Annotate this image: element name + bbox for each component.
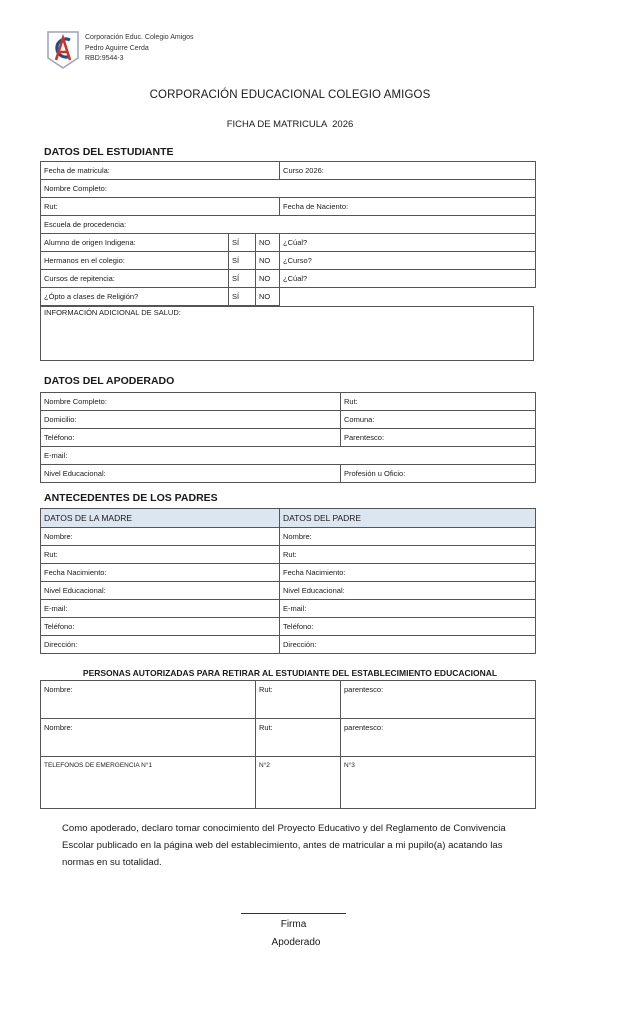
- signature-role: Apoderado: [271, 937, 321, 948]
- field-hermanos-label: Hermanos en el colegio:: [41, 252, 229, 270]
- field-curso[interactable]: Curso 2026:: [280, 162, 536, 180]
- option-no[interactable]: NO: [256, 252, 280, 270]
- field-auth1-nombre[interactable]: Nombre:: [41, 681, 256, 719]
- field-auth2-rut[interactable]: Rut:: [256, 719, 341, 757]
- field-auth2-nombre[interactable]: Nombre:: [41, 719, 256, 757]
- institution-name: Corporación Educ. Colegio Amigos: [85, 34, 194, 41]
- field-father-nivel[interactable]: Nivel Educacional:: [280, 582, 536, 600]
- field-repitencia-label: Cursos de repitencia:: [41, 270, 229, 288]
- table-row: [41, 252, 536, 270]
- table-row: [41, 582, 536, 600]
- option-no[interactable]: NO: [256, 288, 280, 306]
- document-title: CORPORACIÓN EDUCACIONAL COLEGIO AMIGOS: [149, 89, 431, 101]
- field-rut[interactable]: Rut:: [41, 198, 280, 216]
- field-auth1-parentesco[interactable]: parentesco:: [341, 681, 536, 719]
- option-no[interactable]: NO: [256, 270, 280, 288]
- field-father-email[interactable]: E-mail:: [280, 600, 536, 618]
- option-yes[interactable]: SÍ: [229, 252, 256, 270]
- field-guardian-rut[interactable]: Rut:: [341, 393, 536, 411]
- mother-header: DATOS DE LA MADRE: [41, 509, 280, 528]
- field-emergency-1[interactable]: TELEFONOS DE EMERGENCIA N°1: [41, 757, 256, 809]
- school-crest-logo: [46, 30, 80, 70]
- field-fecha-nacimiento[interactable]: Fecha de Naciento:: [280, 198, 536, 216]
- table-row: [41, 681, 536, 719]
- field-guardian-telefono[interactable]: Teléfono:: [41, 429, 341, 447]
- parents-table: [40, 508, 536, 654]
- field-emergency-3[interactable]: N°3: [341, 757, 536, 809]
- field-guardian-profesion[interactable]: Profesión u Oficio:: [341, 465, 536, 483]
- section-heading-parents: ANTECEDENTES DE LOS PADRES: [44, 492, 218, 504]
- table-row: [41, 429, 536, 447]
- section-heading-student: DATOS DEL ESTUDIANTE: [44, 146, 174, 158]
- field-guardian-nombre[interactable]: Nombre Completo:: [41, 393, 341, 411]
- field-mother-nombre[interactable]: Nombre:: [41, 528, 280, 546]
- table-row: [41, 447, 536, 465]
- field-guardian-nivel[interactable]: Nivel Educacional:: [41, 465, 341, 483]
- field-father-nombre[interactable]: Nombre:: [280, 528, 536, 546]
- institution-rbd: RBD:9544-3: [85, 55, 124, 62]
- field-health-info[interactable]: [40, 306, 534, 361]
- field-emergency-2[interactable]: N°2: [256, 757, 341, 809]
- table-row: [41, 393, 536, 411]
- field-indigena-cual[interactable]: ¿Cúal?: [280, 234, 536, 252]
- field-fecha-matricula[interactable]: Fecha de matricula:: [41, 162, 280, 180]
- field-hermanos-curso[interactable]: ¿Curso?: [280, 252, 536, 270]
- field-father-telefono[interactable]: Teléfono:: [280, 618, 536, 636]
- field-indigena-label: Alumno de origen Indigena:: [41, 234, 229, 252]
- field-mother-fecha[interactable]: Fecha Nacimiento:: [41, 564, 280, 582]
- field-guardian-parentesco[interactable]: Parentesco:: [341, 429, 536, 447]
- table-row: [41, 757, 536, 809]
- signature-line[interactable]: [241, 913, 346, 914]
- field-guardian-email[interactable]: E-mail:: [41, 447, 536, 465]
- table-row: [41, 600, 536, 618]
- institution-commune: Pedro Aguirre Cerda: [85, 44, 149, 52]
- table-row: [41, 234, 536, 252]
- section-heading-guardian: DATOS DEL APODERADO: [44, 375, 175, 387]
- field-nombre-completo[interactable]: Nombre Completo:: [41, 180, 536, 198]
- table-row: [41, 180, 536, 198]
- field-religion-label: ¿Ópto a clases de Religión?: [41, 288, 229, 306]
- health-info-label: INFORMACIÓN ADICIONAL DE SALUD:: [44, 308, 181, 317]
- field-repitencia-cual[interactable]: ¿Cúal?: [280, 270, 536, 288]
- table-row: [41, 270, 536, 288]
- section-heading-authorized: PERSONAS AUTORIZADAS PARA RETIRAR AL ESTUDIANTE DEL ESTABLECIMIENTO EDUCACIONAL: [82, 668, 498, 678]
- guardian-table: [40, 392, 536, 483]
- field-father-direccion[interactable]: Dirección:: [280, 636, 536, 654]
- empty-cell: [280, 288, 536, 306]
- field-father-rut[interactable]: Rut:: [280, 546, 536, 564]
- table-row: [41, 162, 536, 180]
- table-row: [41, 465, 536, 483]
- field-father-fecha[interactable]: Fecha Nacimiento:: [280, 564, 536, 582]
- table-row: [41, 198, 536, 216]
- table-row: [41, 564, 536, 582]
- table-row: [41, 288, 536, 306]
- table-header-row: [41, 509, 536, 528]
- option-no[interactable]: NO: [256, 234, 280, 252]
- document-subtitle: FICHA DE MATRICULA 2026: [226, 119, 354, 130]
- field-mother-rut[interactable]: Rut:: [41, 546, 280, 564]
- field-mother-direccion[interactable]: Dirección:: [41, 636, 280, 654]
- field-guardian-domicilio[interactable]: Domicilio:: [41, 411, 341, 429]
- authorized-table: [40, 680, 536, 809]
- table-row: [41, 411, 536, 429]
- signature-label: Firma: [280, 919, 307, 930]
- option-yes[interactable]: SÍ: [229, 234, 256, 252]
- student-table: [40, 161, 536, 306]
- field-escuela[interactable]: Escuela de procedencia:: [41, 216, 536, 234]
- option-yes[interactable]: SÍ: [229, 270, 256, 288]
- option-yes[interactable]: SÍ: [229, 288, 256, 306]
- field-mother-nivel[interactable]: Nivel Educacional:: [41, 582, 280, 600]
- field-auth1-rut[interactable]: Rut:: [256, 681, 341, 719]
- institution-info: [85, 33, 194, 65]
- field-auth2-parentesco[interactable]: parentesco:: [341, 719, 536, 757]
- field-mother-email[interactable]: E-mail:: [41, 600, 280, 618]
- table-row: [41, 216, 536, 234]
- declaration-text: Como apoderado, declaro tomar conocimiento del Proyecto Educativo y del Reglamento de Convivencia Escolar publicado en la página web del establecimiento, antes de matricular a mi pupilo(a) acatando las normas en su totalidad.: [62, 823, 506, 868]
- table-row: [41, 636, 536, 654]
- field-guardian-comuna[interactable]: Comuna:: [341, 411, 536, 429]
- field-mother-telefono[interactable]: Teléfono:: [41, 618, 280, 636]
- table-row: [41, 546, 536, 564]
- table-row: [41, 528, 536, 546]
- table-row: [41, 719, 536, 757]
- table-row: [41, 618, 536, 636]
- father-header: DATOS DEL PADRE: [280, 509, 536, 528]
